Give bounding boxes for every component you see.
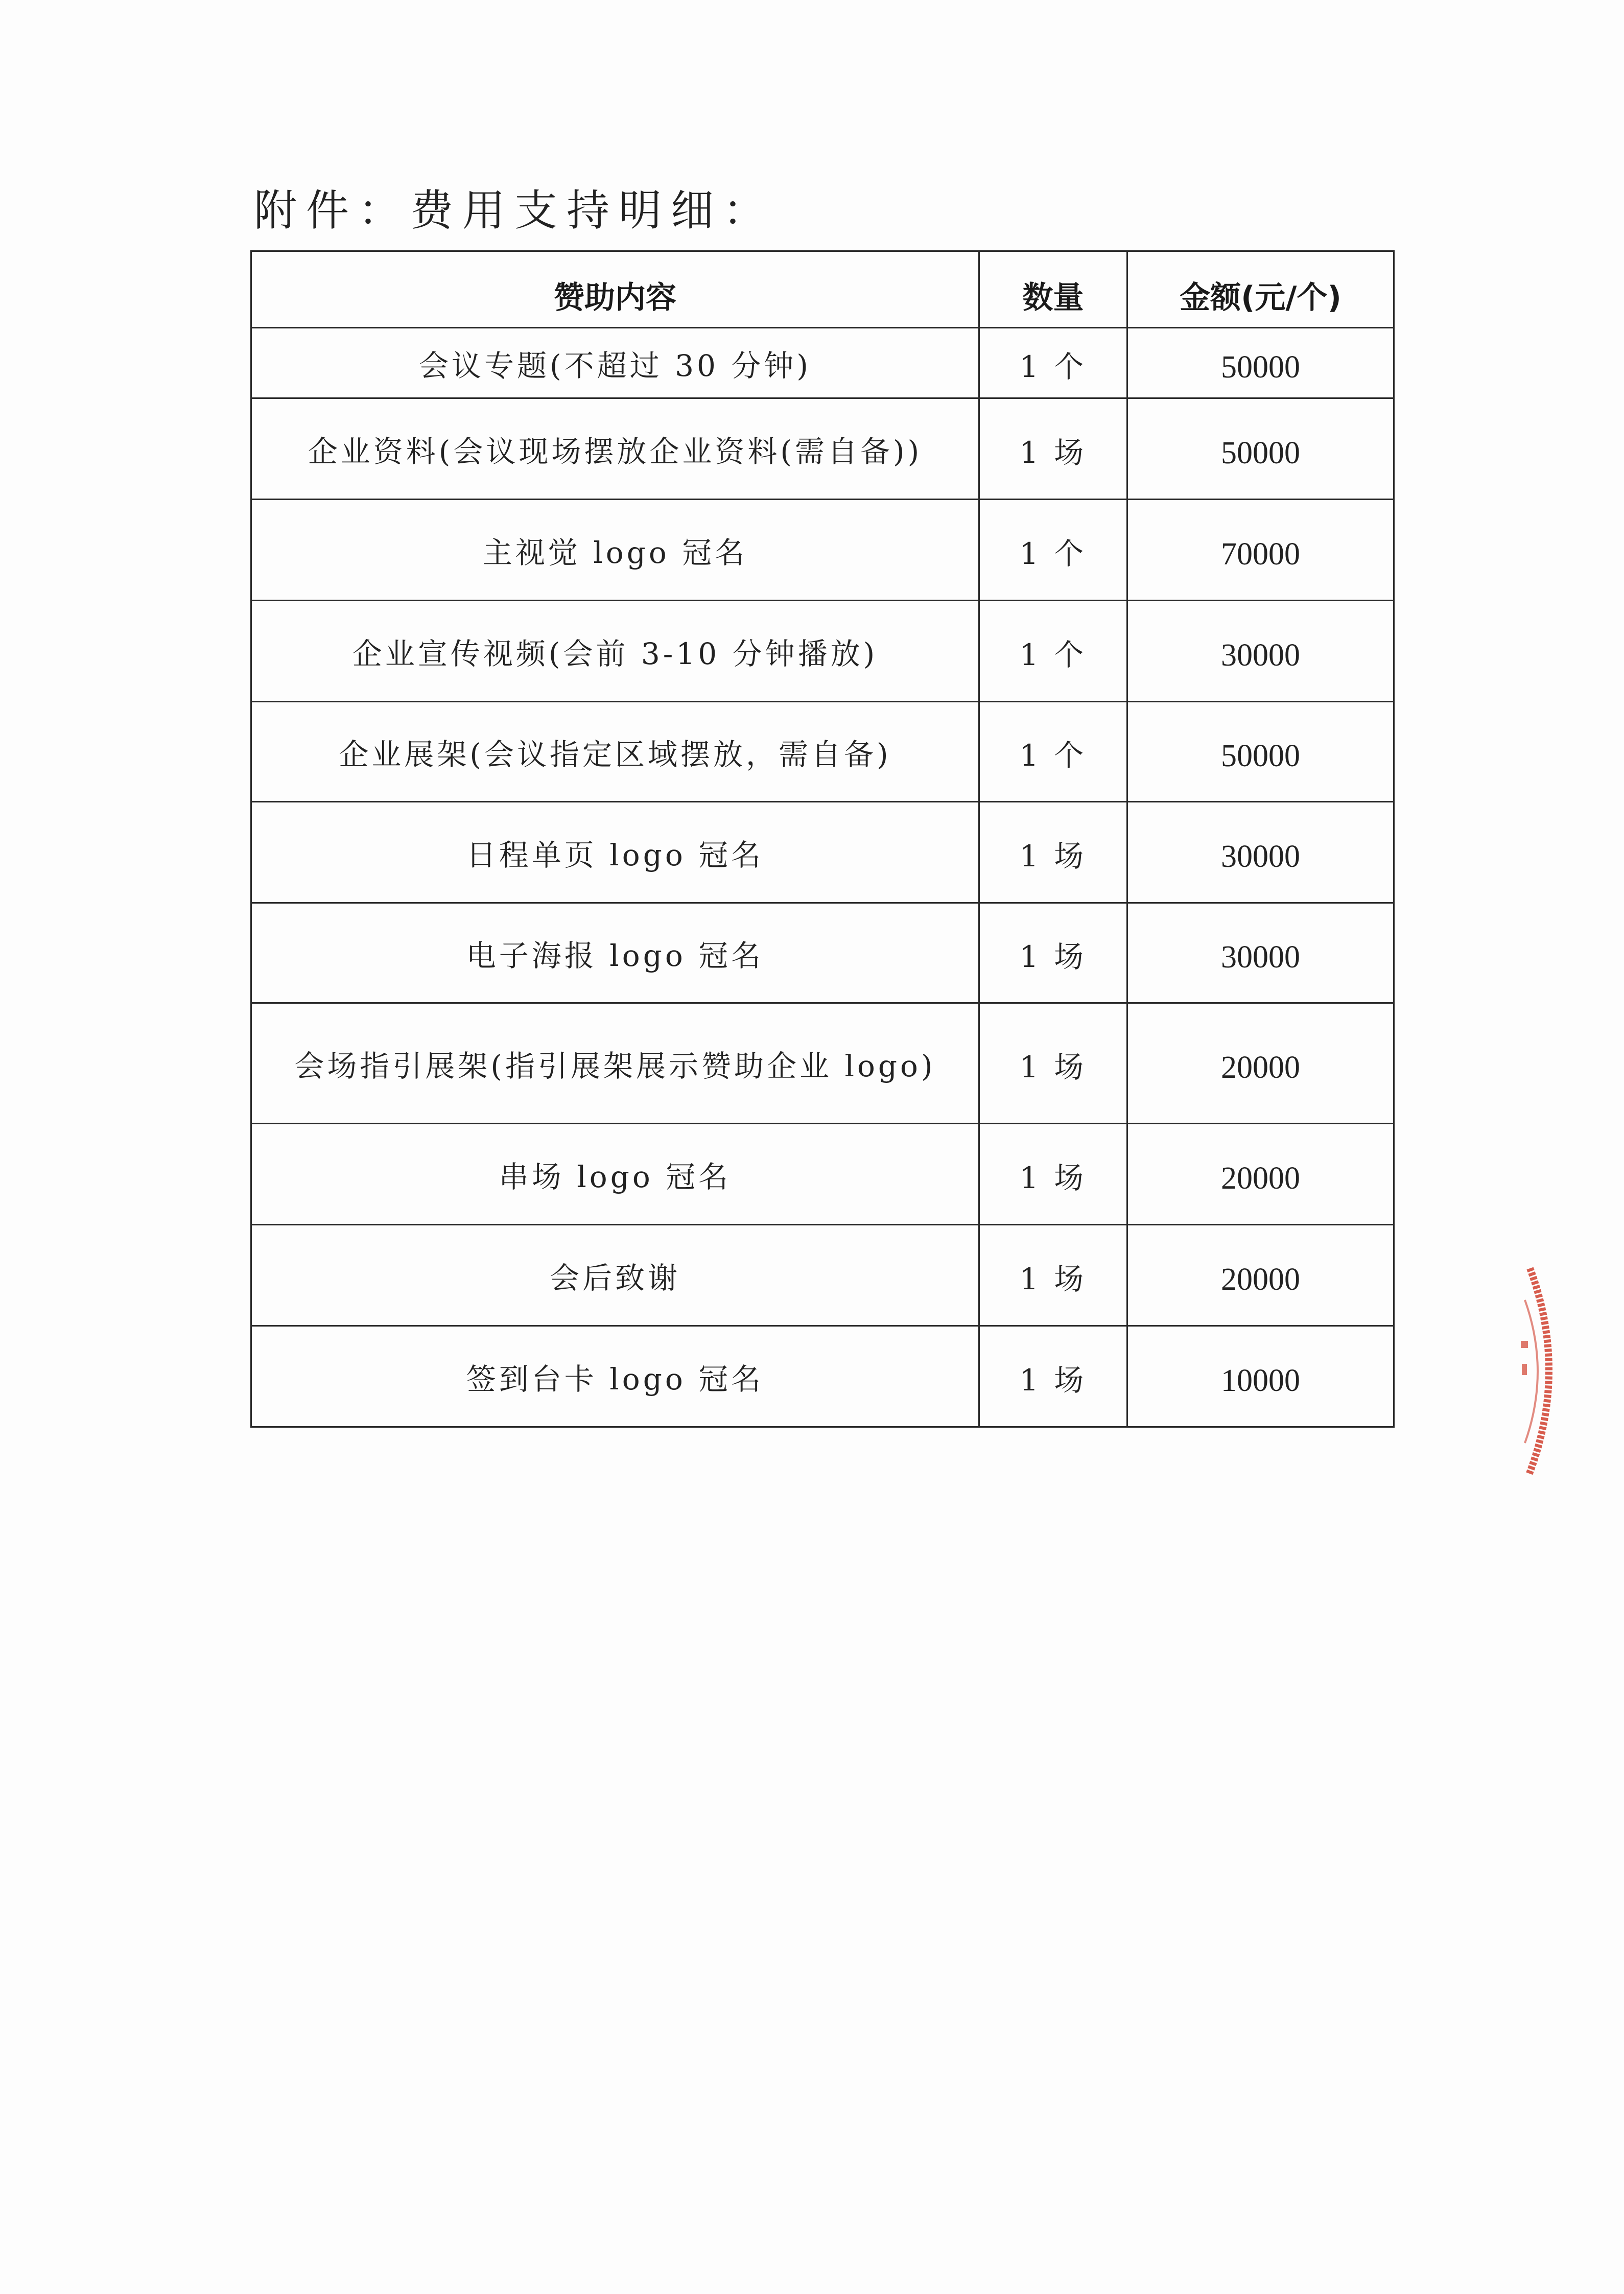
qty-cell: 1 场 [979, 1003, 1127, 1124]
item-cell: 主视觉 logo 冠名 [251, 500, 979, 601]
qty-cell: 1 场 [979, 1225, 1127, 1326]
table-row [251, 398, 1394, 500]
amount-cell: 50000 [1127, 328, 1394, 398]
qty-cell: 1 个 [979, 328, 1127, 398]
seal-mark [1521, 1341, 1528, 1348]
amount-cell: 50000 [1127, 398, 1394, 500]
table-row [251, 903, 1394, 1003]
item-cell: 日程单页 logo 冠名 [251, 802, 979, 903]
amount-cell: 30000 [1127, 802, 1394, 903]
table-row [251, 802, 1394, 903]
table-row [251, 601, 1394, 702]
item-cell: 电子海报 logo 冠名 [251, 903, 979, 1003]
qty-cell: 1 个 [979, 500, 1127, 601]
red-seal-partial [1520, 1264, 1566, 1479]
item-cell: 串场 logo 冠名 [251, 1124, 979, 1225]
item-cell: 会场指引展架(指引展架展示赞助企业 logo) [251, 1003, 979, 1124]
header-amount: 金额(元/个) [1127, 251, 1394, 328]
item-cell: 签到台卡 logo 冠名 [251, 1326, 979, 1427]
table-row [251, 500, 1394, 601]
amount-cell: 70000 [1127, 500, 1394, 601]
qty-cell: 1 场 [979, 1124, 1127, 1225]
page-title: 附件：费用支持明细： [254, 185, 775, 235]
qty-cell: 1 场 [979, 398, 1127, 500]
item-cell: 会议专题(不超过 30 分钟) [251, 328, 979, 398]
table-row [251, 1124, 1394, 1225]
amount-cell: 30000 [1127, 903, 1394, 1003]
qty-cell: 1 个 [979, 601, 1127, 702]
amount-cell: 50000 [1127, 702, 1394, 802]
item-cell: 会后致谢 [251, 1225, 979, 1326]
item-cell: 企业展架(会议指定区域摆放，需自备) [251, 702, 979, 802]
item-cell: 企业资料(会议现场摆放企业资料(需自备)) [251, 398, 979, 500]
header-quantity: 数量 [979, 251, 1127, 328]
table-row [251, 328, 1394, 398]
table-row [251, 702, 1394, 802]
amount-cell: 20000 [1127, 1003, 1394, 1124]
table-row [251, 1326, 1394, 1427]
seal-arc [1529, 1268, 1549, 1475]
amount-cell: 20000 [1127, 1124, 1394, 1225]
table-row [251, 1003, 1394, 1124]
table-row [251, 1225, 1394, 1326]
qty-cell: 1 个 [979, 702, 1127, 802]
amount-cell: 20000 [1127, 1225, 1394, 1326]
item-cell: 企业宣传视频(会前 3-10 分钟播放) [251, 601, 979, 702]
qty-cell: 1 场 [979, 903, 1127, 1003]
qty-cell: 1 场 [979, 802, 1127, 903]
qty-cell: 1 场 [979, 1326, 1127, 1427]
header-sponsorship-content: 赞助内容 [251, 251, 979, 328]
amount-cell: 30000 [1127, 601, 1394, 702]
fee-table [250, 250, 1395, 1428]
table-header-row [251, 251, 1394, 328]
seal-mark [1522, 1364, 1527, 1375]
amount-cell: 10000 [1127, 1326, 1394, 1427]
